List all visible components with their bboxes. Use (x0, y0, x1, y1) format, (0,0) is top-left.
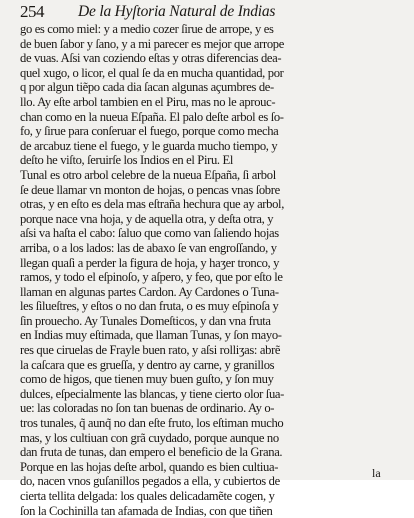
text-line: en Indias muy eſtimada, que llaman Tunas, y ſon mayo- (20, 328, 282, 343)
text-line: llaman en algunas partes Cardon. Ay Cardones o Tuna- (20, 284, 279, 299)
text-line: porque nace vna hoja, y de aquella otra, y deſta otra, y (20, 211, 274, 226)
text-line: cierta tellita delgada: los quales delicadamẽte cogen, y (20, 489, 275, 503)
page-number: 254 (20, 2, 44, 21)
text-line: ramos, y todo el eſpinoſo, y aſpero, y feo, que por eſto le (20, 270, 283, 285)
text-line: aſsi va haſta el cabo: ſaluo que como van ſaliendo hojas (20, 226, 279, 241)
text-line: ue: las coloradas no ſon tan buenas de ordinario. Ay o- (20, 401, 275, 416)
text-line: de vuas. Aſsi van coziendo eſtas y otras diferencias dea- (20, 51, 282, 66)
text-line: tros tunales, q̃ aunq̃ no dan eſte fruto, los eſtiman mucho (20, 416, 284, 431)
text-line: fo, y ſirue para conſeruar el fuego, porque como mecha (20, 124, 279, 139)
text-line: mas, y los cultiuan con grã cuydado, porque aunque no (20, 430, 279, 445)
text-line: la caſcara que es grueſſa, y dentro ay carne, y granillos (20, 357, 275, 372)
text-line: q por algun tiẽpo cada dia ſacan algunas açumbres de- (20, 80, 274, 95)
text-line: chan como en la nueua Eſpaña. El palo deſte arbol es ſo- (20, 109, 284, 124)
text-line: llegan quaſi a perder la figura de hoja, y haʒer tronco, y (20, 255, 280, 270)
text-line: dan fruta de tunas, dan empero el beneficio de la Grana. (20, 445, 283, 460)
text-line: les ſilueſtres, y eſtos o no dan fruta, o es muy eſpinoſa y (20, 299, 279, 314)
text-line: dulces, eſpecialmente las blancas, y tiene cierto olor ſua- (20, 386, 284, 401)
page-header (20, 1, 390, 23)
text-line: deſto he viſto, ſeruirſe los Indios en el Piru. El (20, 153, 233, 168)
text-line: llo. Ay eſte arbol tambien en el Piru, mas no le aprouc- (20, 94, 276, 109)
text-line: otras, y en eſto es dela mas eſtraña hechura que ay arbol, (20, 197, 284, 212)
text-line: como de higos, que tienen muy buen guſto, y ſon muy (20, 372, 274, 387)
running-head: De la Hyſtoria Natural de Indias (78, 3, 276, 20)
text-line: res que ciruelas de Frayle buen rato, y aſsi rolliʒas: abrẽ (20, 343, 281, 358)
text-line: ſon la Cochinilla tan afamada de Indias, con que tiñen (20, 503, 273, 518)
text-line: Tunal es otro arbol celebre de la nueua Eſpaña, ſi arbol (20, 167, 276, 182)
catchword: la (372, 466, 381, 480)
text-line: quel xugo, o licor, el qual ſe da en mucha quantidad, por (20, 65, 284, 80)
text-line: ſin prouecho. Ay Tunales Domeſticos, y dan vna fruta (20, 313, 271, 328)
text-line: arriba, o a los lados: las de abaxo ſe van engroſſando, y (20, 240, 277, 255)
text-line: go es como miel: y a medio cozer ſirue de arrope, y es (20, 22, 274, 36)
text-line: ſe deue llamar vn monton de hojas, o pencas vnas ſobre (20, 182, 280, 197)
text-line: de buen ſabor y ſano, y a mi parecer es mejor que arrope (20, 36, 284, 51)
text-line: do, nacen vnos guſanillos pegados a ella, y cubiertos de (20, 474, 280, 489)
text-line: Porque en las hojas deſte arbol, quando es bien cultiua- (20, 459, 279, 474)
body-text (20, 22, 390, 518)
text-line: de arcabuz tiene el fuego, y le guarda mucho tiempo, y (20, 138, 278, 153)
